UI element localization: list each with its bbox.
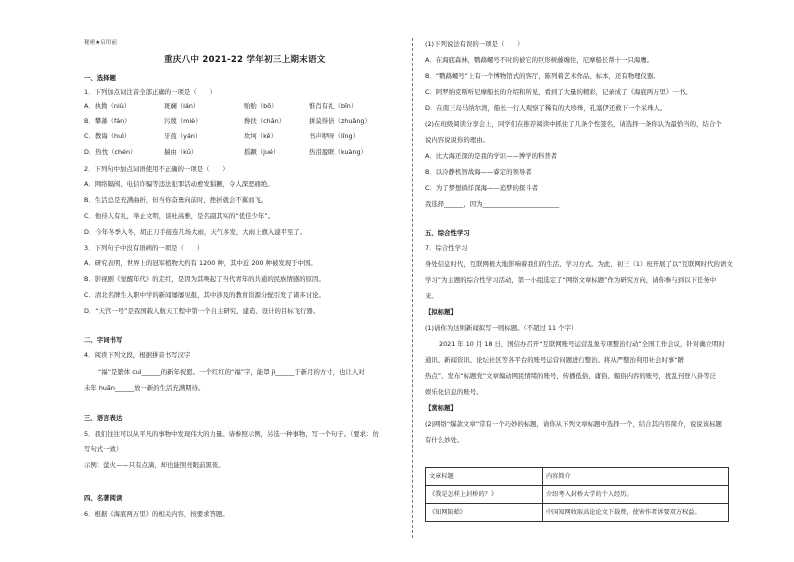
section-expression: 三、语言表达 bbox=[84, 414, 123, 422]
q3-option-c: C．清北名牌生入职中学的新闻屡屡见报，其中涉及的教育资源分配引发了诸多讨论。 bbox=[84, 291, 325, 299]
q4-passage-line-2: 未年 huān______放一新的生活充满期待。 bbox=[84, 384, 205, 392]
q3-option-d: D．“天宫一号”是我国载人航天工程中第一个自主研究、建造、设计的目标飞行器。 bbox=[84, 307, 320, 315]
left-column bbox=[84, 0, 389, 562]
q7-news-line-2: 通讯、新闻资讯、论坛社区等各平台的账号运营问题进行整治。将从严整治利用社会时事“蹭 bbox=[425, 356, 684, 364]
question-7: 7．综合性学习 bbox=[425, 244, 468, 252]
q2-option-c: C．他待人有礼，举止文明，谈吐高雅，是名副其实的“优佳少年”。 bbox=[84, 212, 275, 220]
section-comprehensive: 五、综合性学习 bbox=[425, 229, 470, 237]
table-cell: 中国知网收取高论论文下载费，使害作者诉要双方权益。 bbox=[543, 504, 729, 522]
q6-1-option-a: A．在海底森林，鹦鹉螺号不时的被它的巨形树藤缠住，尼摩船长帮十一只海鹰。 bbox=[425, 56, 654, 64]
question-2: 2．下列句中加点词语使用不正确的一项是（ ） bbox=[84, 165, 229, 173]
q4-passage-line-1: “福”是繁体 cuì______的新年祝愿。一个红红的“福”字，能罩 jì______于新月的方寸，也让人对 bbox=[98, 368, 365, 376]
q7-news-line-1: 2021 年 10 月 18 日，国信办召开“互联网账号运营乱象专项整治行动”全国工作会议，针对确立明时 bbox=[439, 340, 725, 348]
table-row bbox=[426, 486, 729, 504]
q7-news-line-4: 娱乐化信息的账号。 bbox=[425, 388, 483, 396]
q2-option-a: A．网络隔阂、电信诈骗等违法犯罪活动愈发猖獗，令人深恶痛绝。 bbox=[84, 180, 274, 188]
page-title: 重庆八中 2021-22 学年初三上期末语文 bbox=[164, 55, 326, 65]
q6-part-2: (2)在班级阅读分享会上，同学们在推荐阅读中抓住了几条个性签名，请选择一条你认为最恰当的，结合个 bbox=[425, 120, 722, 128]
q7-part-1: (1)请你为这则新闻拟写一则标题。（不超过 11 个字） bbox=[425, 324, 578, 332]
q1-row-a: A．执拗（niù） 斑斓（lán） 贻贻（bō） 惟肖有礼（bǐn） bbox=[84, 102, 358, 110]
q5-requirement: 写句式一致） bbox=[84, 445, 123, 453]
q2-option-b: B．生活总是充满曲折，但当你奋勇向前时，挫折就会不翼而飞。 bbox=[84, 196, 268, 204]
q1-row-c: C．教诲（huì） 牙莨（yán） 坎坷（kě） 书声咿呀（līng） bbox=[84, 132, 360, 140]
secret-mark: 秘密★启用前 bbox=[84, 40, 117, 46]
article-title-table bbox=[425, 467, 729, 522]
question-1: 1．下列加点词注音全部正确的一项是（ ） bbox=[84, 88, 216, 96]
table-row bbox=[426, 504, 729, 522]
q7-intro-line-1: 身处信息时代，互联网极大地影响着我们的生活、学习方式。为此，初三（1）班开展了以“互联网时代的语文 bbox=[425, 260, 733, 268]
question-3: 3．下列句子中没有语病的一项是（ ） bbox=[84, 244, 204, 252]
q6-2-option-b: B．以冷静机智战海——睿定的领导者 bbox=[425, 168, 532, 176]
question-4: 4．阅读下列文段，根据拼音书写汉字 bbox=[84, 351, 191, 359]
q5-example: 示例：萤火——只有点滴，却也能照亮眼前黑夜。 bbox=[84, 461, 225, 469]
tag-appreciate-title: 【赏标题】 bbox=[425, 404, 457, 412]
q7-intro-line-3: 来。 bbox=[425, 292, 438, 300]
q3-option-a: A．研究表明，世界上的冠军植物大约有 1200 种，其中近 200 种被发现于中国。 bbox=[84, 259, 317, 267]
table-cell: 介绍考入封桥大学的个人经历。 bbox=[543, 486, 729, 504]
q7-part-2: (2)网络“爆款文章”常有一个巧妙的标题，请你从下列文章标题中选择一个，结合其内容简介，说说该标题 bbox=[425, 420, 722, 428]
table-header-cell: 文章标题 bbox=[426, 468, 543, 486]
section-reading: 四、名著阅读 bbox=[84, 494, 123, 502]
table-header-cell: 内容简介 bbox=[543, 468, 729, 486]
q1-row-d: D．热忱（chén） 揣由（kū） 摇蹶（jué） 热泪盈眶（kuàng） bbox=[84, 148, 367, 156]
q6-1-option-b: B．“鹦鹉螺号”上有一个博物馆式的客厅，陈列着艺术作品、标本，还有物理仪器。 bbox=[425, 72, 660, 80]
q6-1-option-c: C．阿罗纳克斯听尼摩船长的介绍和所见，看到了大量的精彩，记录成了《海底两万里》一书。 bbox=[425, 88, 692, 96]
q7-part-2-line-2: 有什么妙处。 bbox=[425, 436, 464, 444]
table-cell: 《我是怎样上封桥的？》 bbox=[426, 486, 543, 504]
q6-2-line-2: 说内容说说你的理由。 bbox=[425, 136, 489, 144]
q2-option-d: D．今年冬季入冬，胡正刀手接连几场大雨，天气多发，大雨上旗入建平至了。 bbox=[84, 228, 307, 236]
q7-intro-line-2: 学习”为主题的综合性学习活动，第一小组选定了“网络文章标题”作为研究方向，请你参与到以下任务中 bbox=[425, 276, 717, 284]
tag-draft-title: 【拟标题】 bbox=[425, 308, 457, 316]
q7-news-line-3: 热点”、发布“标题党”文章煽动网民情绪的账号，传播低俗、庸俗、媚俗内容的账号，扰乱刊登八卦等泛 bbox=[425, 372, 717, 380]
q6-2-answer-line[interactable]: 我选择______，因为________________________ bbox=[425, 200, 560, 208]
table-cell: 《知网陷蛤》 bbox=[426, 504, 543, 522]
q6-2-option-c: C．为了梦想徜徉深海——追梦的探斗者 bbox=[425, 184, 539, 192]
q6-2-option-a: A．比大海还深的是我的学识——博学的科普者 bbox=[425, 152, 558, 160]
table-header-row bbox=[426, 468, 729, 486]
section-writing: 二、字词书写 bbox=[84, 336, 123, 344]
question-5: 5．我们往往可以从平凡的事物中发现伟大的力量。请参照示例，另选一种事物，写一个句子。（要求：仿 bbox=[84, 430, 379, 438]
q3-option-b: B．影视剧《觉醒年代》的走红，是因为其唤起了当代青年的共通的民族情感的原因。 bbox=[84, 275, 325, 283]
q1-row-b: B．攀蕃（fán） 污蔑（miè） 搀扶（chān） 拼莫得倍（zhuǎng） bbox=[84, 117, 371, 125]
section-choice: 一、选择题 bbox=[84, 74, 116, 82]
q6-1-option-d: D．在南三岛马纳尔湾，船长一行人观察了稀有的大珍珠，孔塞伊还救下一个采珠人。 bbox=[425, 104, 667, 112]
question-6: 6．根据《海底两万里》的相关内容，按要求答题。 bbox=[84, 510, 229, 518]
column-divider bbox=[412, 38, 413, 538]
right-column bbox=[425, 0, 733, 562]
q6-part-1: (1)下列说法有误的一项是（ ） bbox=[425, 40, 524, 48]
